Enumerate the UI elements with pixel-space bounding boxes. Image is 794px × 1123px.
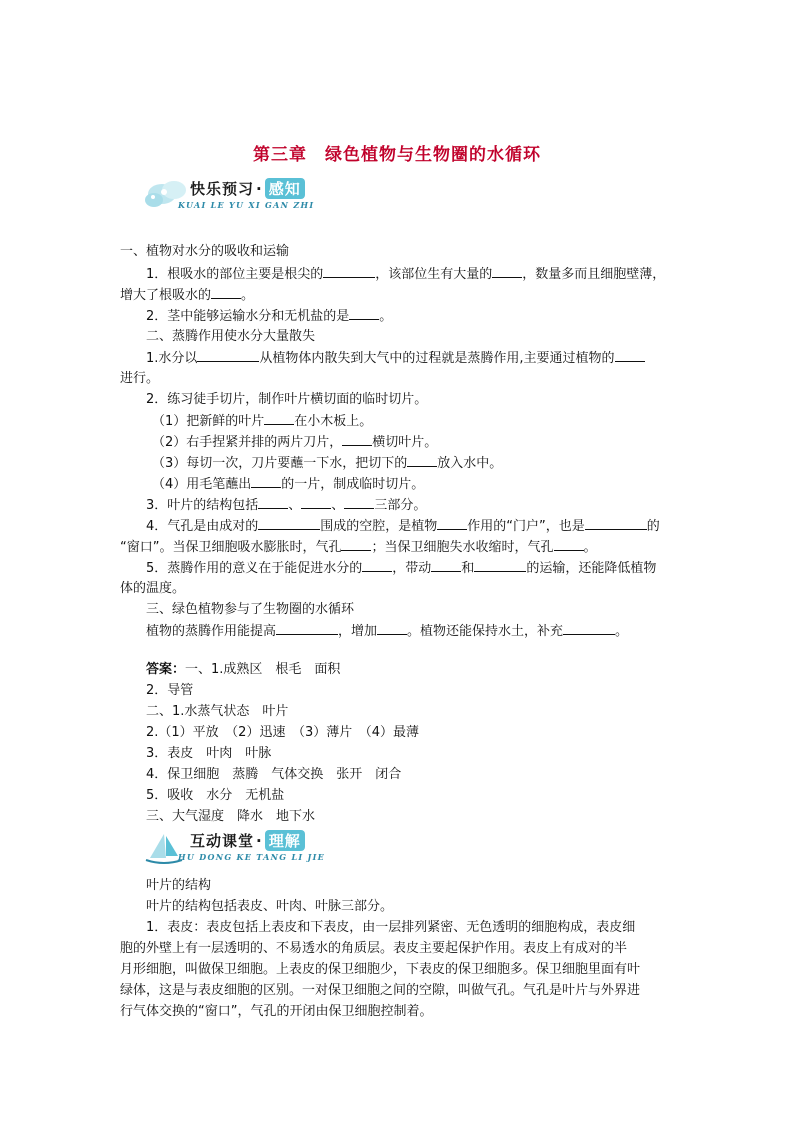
blank[interactable] — [431, 558, 461, 572]
blank[interactable] — [258, 495, 288, 509]
blank[interactable] — [264, 411, 294, 425]
blank[interactable] — [341, 537, 371, 551]
banner-pill: 感知 — [265, 178, 305, 199]
lesson-heading: 叶片的结构 — [146, 878, 212, 893]
chapter-title: 第三章 绿色植物与生物圈的水循环 — [253, 145, 541, 165]
blank[interactable] — [211, 285, 241, 299]
sec1-heading: 一、植物对水分的吸收和运输 — [120, 244, 290, 259]
blank[interactable] — [276, 621, 338, 635]
blank[interactable] — [615, 348, 645, 362]
answers-l1: 答案：一、1.成熟区 根毛 面积 — [146, 662, 341, 677]
sec2-q4: 4．气孔是由成对的 围成的空腔，是植物 作用的“门户”，也是 的 — [146, 516, 680, 537]
blank[interactable] — [362, 558, 392, 572]
answers-label: 答案： — [146, 662, 186, 677]
banner-dot: · — [256, 832, 263, 850]
sec2-q5-cont: 体的温度。 — [120, 581, 186, 596]
classroom-banner — [144, 828, 344, 874]
preview-banner-label — [190, 178, 305, 199]
sec2-q4-cont: “窗口”。当保卫细胞吸水膨胀时，气孔 ；当保卫细胞失水收缩时，气孔 。 — [120, 537, 680, 558]
sec2-q1: 1.水分以 从植物体内散失到大气中的过程就是蒸腾作用,主要通过植物的 — [146, 348, 680, 369]
blank[interactable] — [344, 495, 374, 509]
blank[interactable] — [251, 474, 281, 488]
sec2-p1: （1）把新鲜的叶片 在小木板上。 — [152, 411, 712, 432]
blank[interactable] — [437, 516, 467, 530]
preview-banner — [144, 176, 344, 222]
blank[interactable] — [197, 348, 259, 362]
banner-main-text: 快乐预习 — [190, 180, 255, 198]
blank[interactable] — [377, 621, 407, 635]
answers-l8: 三、大气湿度 降水 地下水 — [146, 809, 316, 824]
banner-pinyin: HU DONG KE TANG LI JIE — [178, 852, 326, 862]
sec2-p2: （2）右手捏紧并排的两片刀片， 横切叶片。 — [152, 432, 712, 453]
banner-pinyin: KUAI LE YU XI GAN ZHI — [178, 200, 315, 210]
lesson-p2-l2: 胞的外壁上有一层透明的、不易透水的角质层。表皮主要起保护作用。表皮上有成对的半 — [120, 941, 628, 956]
banner-main-text: 互动课堂 — [190, 832, 255, 850]
lesson-p2-l4: 绿体，这是与表皮细胞的区别。一对保卫细胞之间的空隙，叫做气孔。气孔是叶片与外界进 — [120, 983, 641, 998]
blank[interactable] — [323, 264, 375, 278]
blank[interactable] — [563, 621, 615, 635]
blank[interactable] — [554, 537, 584, 551]
classroom-banner-label — [190, 830, 305, 851]
lesson-p1: 叶片的结构包括表皮、叶肉、叶脉三部分。 — [146, 899, 394, 914]
sec2-q2: 2．练习徒手切片，制作叶片横切面的临时切片。 — [146, 392, 428, 407]
sec2-p4: （4）用毛笔蘸出 的一片，制成临时切片。 — [152, 474, 712, 495]
sec2-p3: （3）每切一次，刀片要蘸一下水，把切下的 放入水中。 — [152, 453, 712, 474]
sec2-heading: 二、蒸腾作用使水分大量散失 — [146, 329, 316, 344]
answers-l4: 2.（1）平放 （2）迅速 （3）薄片 （4）最薄 — [146, 725, 419, 740]
answers-l2: 2．导管 — [146, 683, 194, 698]
sec3-q1: 植物的蒸腾作用能提高 ，增加 。植物还能保持水土，补充 。 — [146, 621, 680, 642]
sec1-q1-cont: 增大了根吸水的 。 — [120, 285, 680, 306]
sec3-heading: 三、绿色植物参与了生物圈的水循环 — [146, 602, 355, 617]
blank[interactable] — [407, 453, 437, 467]
answers-l3: 二、1.水蒸气状态 叶片 — [146, 704, 289, 719]
lesson-p2-l1: 1．表皮：表皮包括上表皮和下表皮，由一层排列紧密、无色透明的细胞构成，表皮细 — [146, 920, 636, 935]
sec2-q1-cont: 进行。 — [120, 371, 160, 386]
answers-l5: 3．表皮 叶肉 叶脉 — [146, 746, 272, 761]
blank[interactable] — [301, 495, 331, 509]
blank[interactable] — [349, 306, 379, 320]
blank[interactable] — [342, 432, 372, 446]
banner-dot: · — [256, 180, 263, 198]
blank[interactable] — [492, 264, 522, 278]
blank[interactable] — [258, 516, 320, 530]
sec1-q1: 1．根吸水的部位主要是根尖的 ，该部位生有大量的 ，数量多而且细胞壁薄， — [146, 264, 680, 285]
banner-pill: 理解 — [265, 830, 305, 851]
lesson-p2-l3: 月形细胞，叫做保卫细胞。上表皮的保卫细胞少，下表皮的保卫细胞多。保卫细胞里面有叶 — [120, 962, 641, 977]
sec1-q2: 2．茎中能够运输水分和无机盐的是 。 — [146, 306, 680, 327]
blank[interactable] — [474, 558, 526, 572]
answers-l7: 5．吸收 水分 无机盐 — [146, 788, 285, 803]
sec2-q3: 3．叶片的结构包括 、 、 三部分。 — [146, 495, 680, 516]
answers-l6: 4．保卫细胞 蒸腾 气体交换 张开 闭合 — [146, 767, 402, 782]
blank[interactable] — [585, 516, 647, 530]
lesson-p2-l5: 行气体交换的“窗口”，气孔的开闭由保卫细胞控制着。 — [120, 1004, 433, 1019]
sec2-q5: 5．蒸腾作用的意义在于能促进水分的 ，带动 和 的运输，还能降低植物 — [146, 558, 680, 579]
